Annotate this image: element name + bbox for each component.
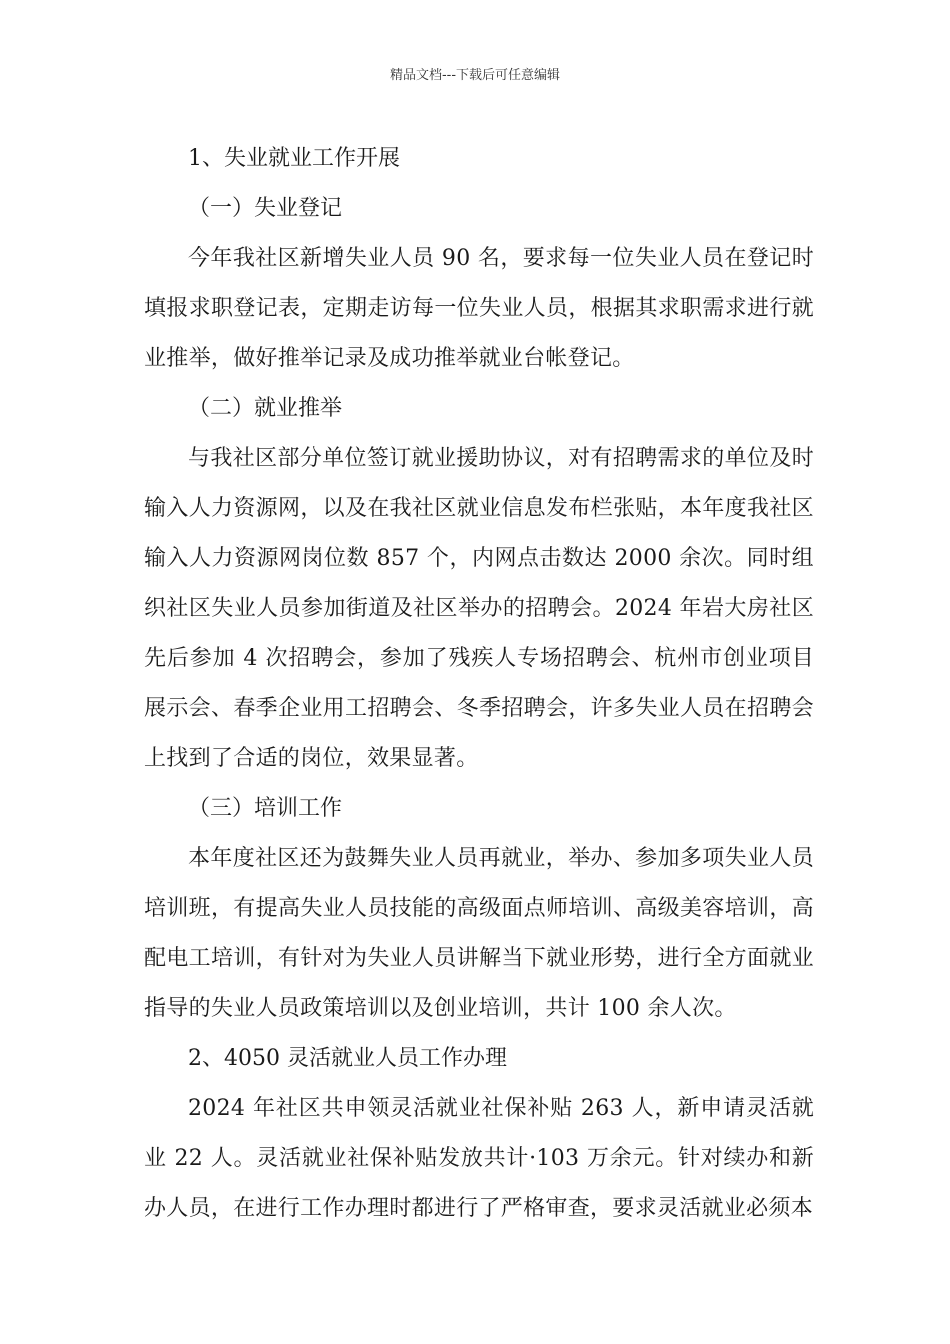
page-header: 精品文档---下载后可任意编辑 — [389, 68, 561, 83]
subsection-heading-recommendation: （二）就业推举 — [188, 396, 343, 421]
subsection-heading-registration: （一）失业登记 — [188, 196, 343, 221]
document-body — [144, 134, 814, 1234]
paragraph-training: 本年度社区还为鼓舞失业人员再就业，举办、参加多项失业人员培训班，有提高失业人员技能的高级面点师培训、高级美容培训，高配电工培训，有针对为失业人员讲解当下就业形势，进行全方面就业指导的失业人员政策培训以及创业培训，共计 100 余人次。 — [144, 846, 814, 1021]
paragraph-registration: 今年我社区新增失业人员 90 名，要求每一位失业人员在登记时填报求职登记表，定期走访每一位失业人员，根据其求职需求进行就业推举，做好推举记录及成功推举就业台帐登记。 — [144, 246, 814, 371]
section-heading-2: 2、4050 灵活就业人员工作办理 — [188, 1046, 507, 1071]
paragraph-recommendation: 与我社区部分单位签订就业援助协议，对有招聘需求的单位及时输入人力资源网，以及在我社区就业信息发布栏张贴，本年度我社区输入人力资源网岗位数 857 个，内网点击数达 2000 余次。同时组织社区失业人员参加街道及社区举办的招聘会。2024 年岩大房社区先后参加 4 次招聘会，参加了残疾人专场招聘会、杭州市创业项目展示会、春季企业用工招聘会、冬季招聘会，许多失业人员在招聘会上找到了合适的岗位，效果显著。 — [144, 446, 814, 771]
paragraph-flexible-employment: 2024 年社区共申领灵活就业社保补贴 263 人，新申请灵活就业 22 人。灵活就业社保补贴发放共计·103 万余元。针对续办和新办人员，在进行工作办理时都进行了严格审查，要求灵活就业必须本 — [144, 1096, 814, 1221]
subsection-heading-training: （三）培训工作 — [188, 796, 343, 821]
section-heading-1: 1、失业就业工作开展 — [188, 146, 400, 171]
